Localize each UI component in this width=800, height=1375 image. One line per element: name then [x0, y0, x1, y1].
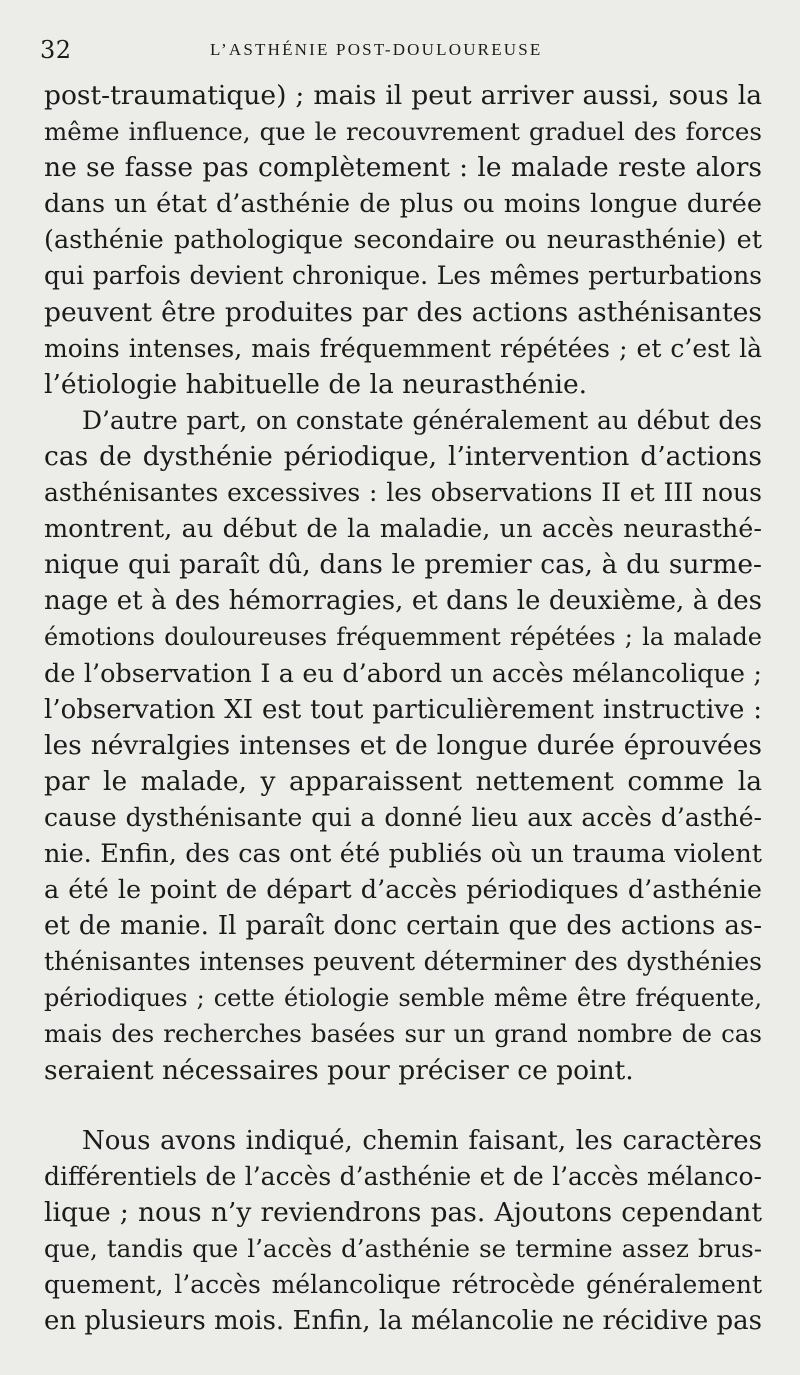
page-number: 32 — [40, 36, 72, 64]
text-line: montrent, au début de la maladie, un accès neurasthé- — [44, 514, 762, 545]
text-line: nique qui paraît dû, dans le premier cas, à du surme- — [44, 549, 762, 581]
text-line: périodiques ; cette étiologie semble même être fréquente, — [44, 984, 762, 1013]
text-line: (asthénie pathologique secondaire ou neurasthénie) et — [44, 225, 762, 256]
text-line: l’étiologie habituelle de la neurasthénie. — [44, 368, 588, 400]
text-line: nage et à des hémorragies, et dans le deuxième, à des — [44, 586, 762, 617]
text-line: cause dysthénisante qui a donné lieu aux accès d’asthé- — [44, 802, 762, 832]
text-line: et de manie. Il paraît donc certain que des actions as- — [44, 911, 762, 942]
text-line: émotions douloureuses fréquemment répétées ; la malade — [44, 623, 762, 652]
text-line: nie. Enfin, des cas ont été publiés où un trauma violent — [44, 838, 762, 869]
text-line: seraient nécessaires pour préciser ce point. — [44, 1054, 634, 1086]
text-line: asthénisantes excessives : les observations II et III nous — [44, 478, 762, 508]
body-text — [30, 78, 762, 1339]
text-line: par le malade, y apparaissent nettement comme la — [44, 765, 762, 797]
text-line: différentiels de l’accès d’asthénie et de l’accès mélanco- — [44, 1161, 762, 1191]
running-title: L’ASTHÉNIE POST-DOULOUREUSE — [210, 40, 543, 59]
paragraph-1 — [30, 78, 762, 403]
text-line: de l’observation I a eu d’abord un accès mélancolique ; — [44, 658, 762, 689]
text-line: post-traumatique) ; mais il peut arriver aussi, sous la — [44, 80, 762, 111]
text-line: l’observation XI est tout particulièrement instructive : — [44, 694, 762, 725]
text-line: mais des recherches basées sur un grand nombre de cas — [44, 1019, 762, 1049]
text-line: même influence, que le recouvrement graduel des forces — [44, 117, 762, 147]
text-line: thénisantes intenses peuvent déterminer des dysthénies — [44, 947, 762, 977]
text-line: que, tandis que l’accès d’asthénie se termine assez brus- — [44, 1233, 762, 1263]
text-line: moins intenses, mais fréquemment répétées ; et c’est là — [44, 333, 762, 363]
running-head — [40, 34, 760, 68]
text-line: peuvent être produites par des actions asthénisantes — [44, 296, 762, 328]
text-line: Nous avons indiqué, chemin faisant, les caractères — [82, 1125, 762, 1156]
text-line: ne se fasse pas complètement : le malade reste alors — [44, 152, 762, 184]
text-line: D’autre part, on constate généralement au début des — [82, 405, 762, 435]
paragraph-2 — [30, 403, 762, 1089]
text-line: quement, l’accès mélancolique rétrocède généralement — [44, 1270, 762, 1299]
text-line: les névralgies intenses et de longue durée éprouvées — [44, 729, 762, 761]
text-line: a été le point de départ d’accès périodiques d’asthénie — [44, 875, 762, 906]
text-line: dans un état d’asthénie de plus ou moins longue durée — [44, 189, 762, 220]
text-line: cas de dysthénie périodique, l’intervention d’actions — [44, 440, 762, 472]
paragraph-3 — [30, 1123, 762, 1340]
text-line: en plusieurs mois. Enfin, la mélancolie ne récidive pas — [44, 1306, 762, 1337]
paragraph-spacer — [30, 1089, 762, 1123]
text-line: lique ; nous n’y reviendrons pas. Ajoutons cependant — [44, 1196, 762, 1228]
text-line: qui parfois devient chronique. Les mêmes perturbations — [44, 261, 762, 291]
